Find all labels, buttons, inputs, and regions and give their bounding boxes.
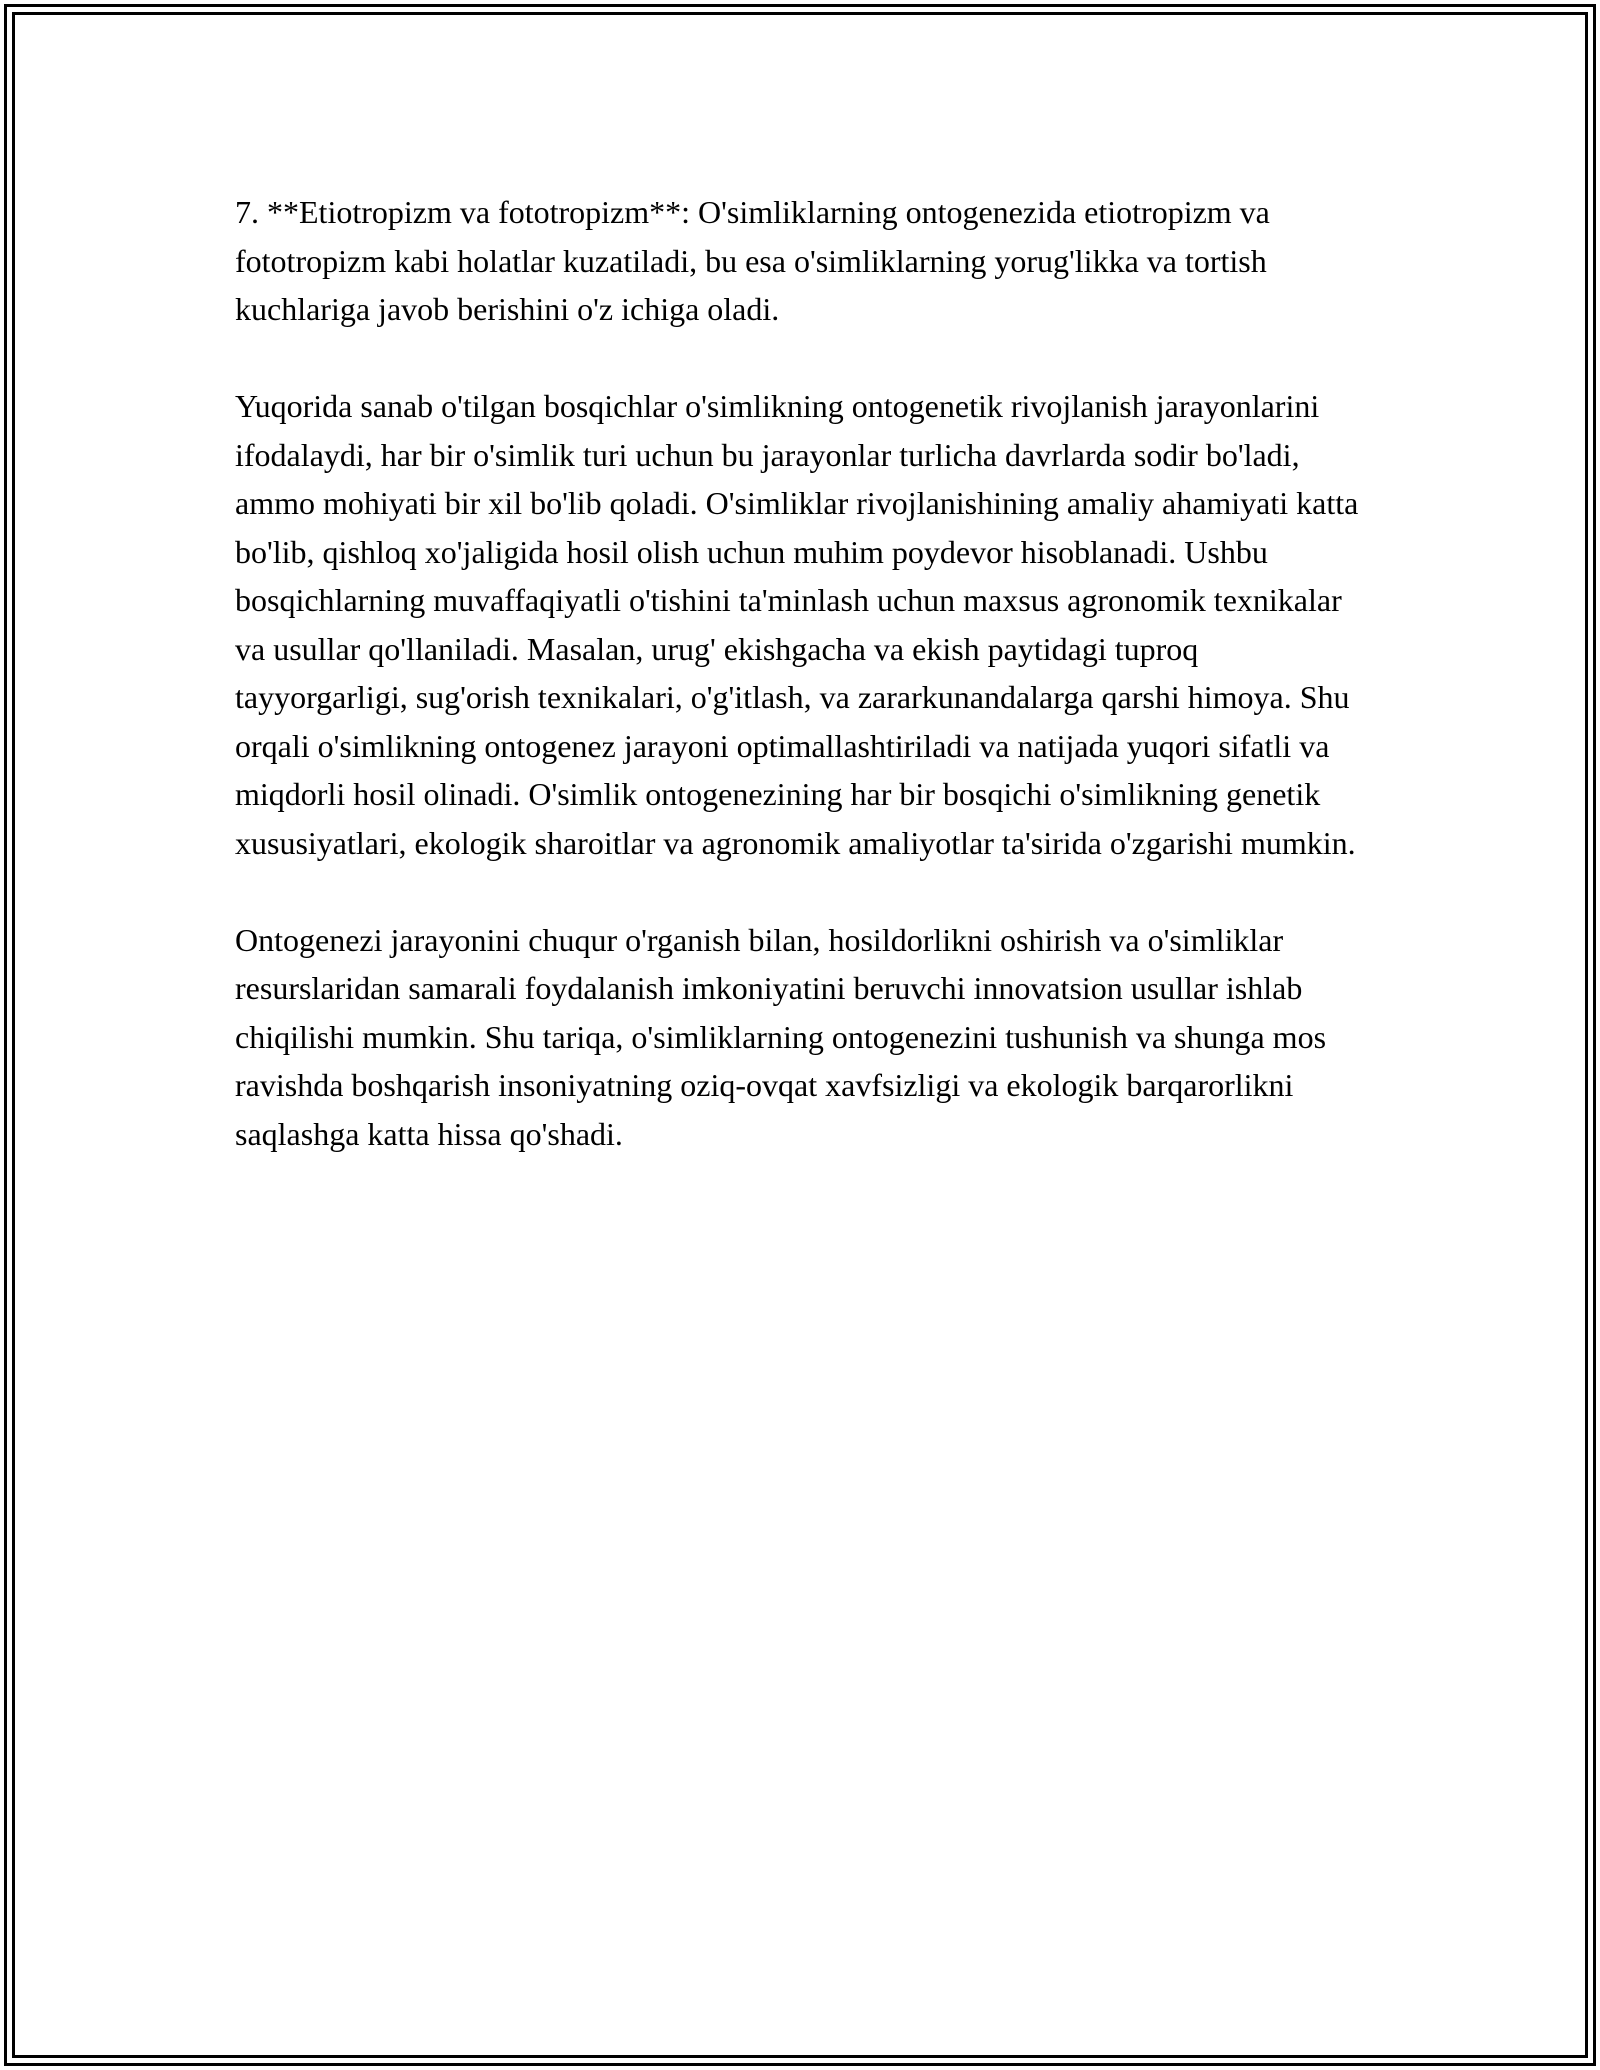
paragraph-ontogenesis-research: Ontogenezi jarayonini chuqur o'rganish bilan, hosildorlikni oshirish va o'simliklar resurslaridan samarali foydalanish imkoniyatini beruvchi innovatsion usullar ishlab chiqilishi mumkin. Shu tariqa, o'simliklarning ontogenezini tushunish va shunga mos ravishda boshqarish insoniyatning oziq-ovqat xavfsizligi va ekologik barqarorlikni saqlashga katta hissa qo'shadi.	[235, 921, 1327, 1152]
document-body	[235, 188, 1365, 1207]
paragraph-etiotropizm: 7. **Etiotropizm va fototropizm**: O'simliklarning ontogenezida etiotropizm va fototropizm kabi holatlar kuzatiladi, bu esa o'simliklarning yorug'likka va tortish kuchlariga javob berishini o'z ichiga oladi.	[235, 194, 1270, 327]
paragraph-ontogenetic-stages: Yuqorida sanab o'tilgan bosqichlar o'simlikning ontogenetik rivojlanish jarayonlarini ifodalaydi, har bir o'simlik turi uchun bu jarayonlar turlicha davrlarda sodir bo'ladi, ammo mohiyati bir xil bo'lib qoladi. O'simliklar rivojlanishining amaliy ahamiyati katta bo'lib, qishloq xo'jaligida hosil olish uchun muhim poydevor hisoblanadi. Ushbu bosqichlarning muvaffaqiyatli o'tishini ta'minlash uchun maxsus agronomik texnikalar va usullar qo'llaniladi. Masalan, urug' ekishgacha va ekish paytidagi tuproq tayyorgarligi, sug'orish texnikalari, o'g'itlash, va zararkunandalarga qarshi himoya. Shu orqali o'simlikning ontogenez jarayoni optimallashtiriladi va natijada yuqori sifatli va miqdorli hosil olinadi. O'simlik ontogenezining har bir bosqichi o'simlikning genetik xususiyatlari, ekologik sharoitlar va agronomik amaliyotlar ta'sirida o'zgarishi mumkin.	[235, 388, 1359, 861]
